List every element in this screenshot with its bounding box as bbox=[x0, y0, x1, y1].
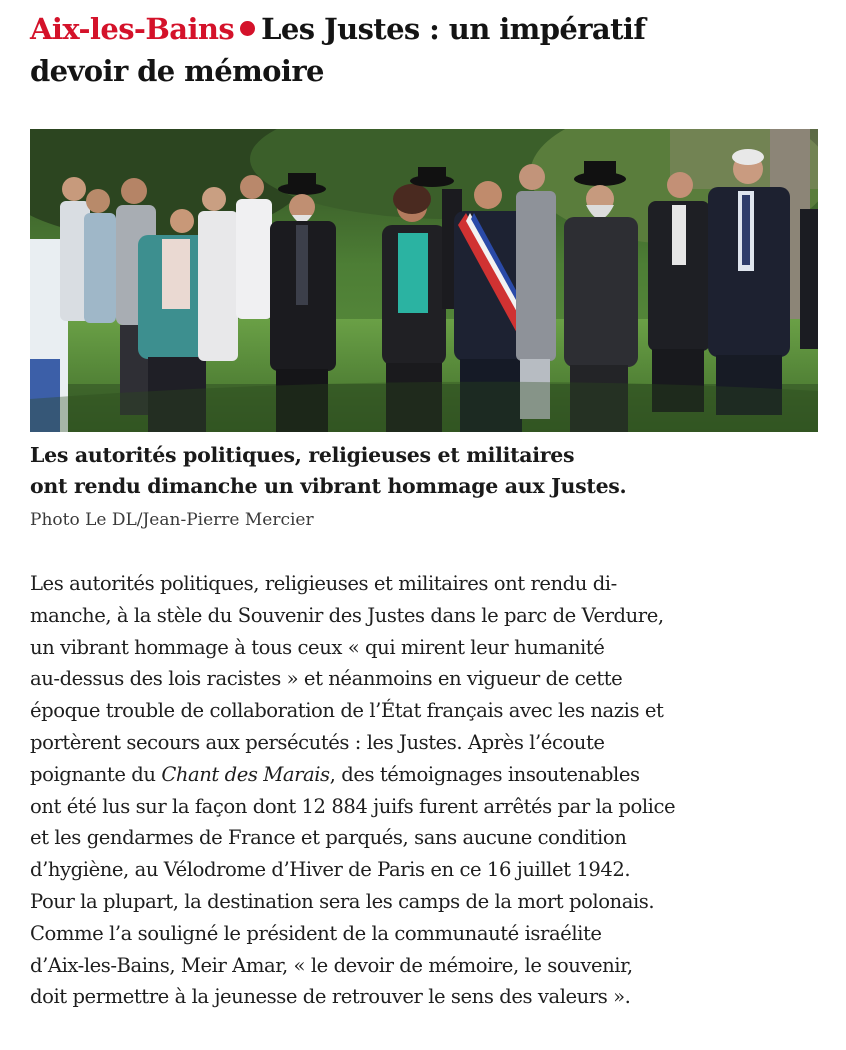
article-photo bbox=[30, 129, 818, 432]
caption-line2: ont rendu dimanche un vibrant hommage aux Justes. bbox=[30, 474, 627, 498]
body-text-segment: , des témoignages insoutenables bbox=[329, 762, 640, 786]
body-line: Pour la plupart, la destination sera les camps de la mort polonais. bbox=[30, 889, 655, 913]
body-line: un vibrant hommage à tous ceux « qui mirent leur humanité bbox=[30, 635, 605, 659]
body-line: époque trouble de collaboration de l’État français avec les nazis et bbox=[30, 699, 664, 723]
caption-line1: Les autorités politiques, religieuses et militaires bbox=[30, 443, 575, 467]
body-line bbox=[30, 759, 822, 791]
body-line: portèrent secours aux persécutés : les Justes. Après l’écoute bbox=[30, 730, 605, 754]
headline-title-line2: devoir de mémoire bbox=[30, 54, 324, 88]
headline bbox=[30, 8, 810, 92]
body-line: manche, à la stèle du Souvenir des Justes dans le parc de Verdure, bbox=[30, 603, 664, 627]
bullet-icon bbox=[240, 21, 255, 36]
body-line: Comme l’a souligné le président de la communauté israélite bbox=[30, 921, 602, 945]
body-line: Les autorités politiques, religieuses et militaires ont rendu di- bbox=[30, 572, 617, 595]
body-text-segment: poignante du bbox=[30, 762, 162, 786]
photo-icon bbox=[30, 129, 818, 432]
body-line: ont été lus sur la façon dont 12 884 juifs furent arrêtés par la police bbox=[30, 794, 676, 818]
body-line: au-dessus des lois racistes » et néanmoins en vigueur de cette bbox=[30, 667, 623, 691]
body-line: doit permettre à la jeunesse de retrouver le sens des valeurs ». bbox=[30, 985, 631, 1009]
body-line: et les gendarmes de France et parqués, sans aucune condition bbox=[30, 826, 627, 850]
body-line: d’hygiène, au Vélodrome d’Hiver de Paris en ce 16 juillet 1942. bbox=[30, 858, 631, 882]
headline-kicker: Aix-les-Bains bbox=[30, 12, 235, 46]
photo-caption bbox=[30, 440, 820, 502]
body-line: d’Aix-les-Bains, Meir Amar, « le devoir de mémoire, le souvenir, bbox=[30, 953, 633, 977]
photo-credit: Photo Le DL/Jean-Pierre Mercier bbox=[30, 510, 314, 530]
song-title: Chant des Marais bbox=[161, 762, 330, 786]
article-body bbox=[30, 568, 822, 1013]
headline-title-line1: Les Justes : un impératif bbox=[261, 12, 646, 46]
